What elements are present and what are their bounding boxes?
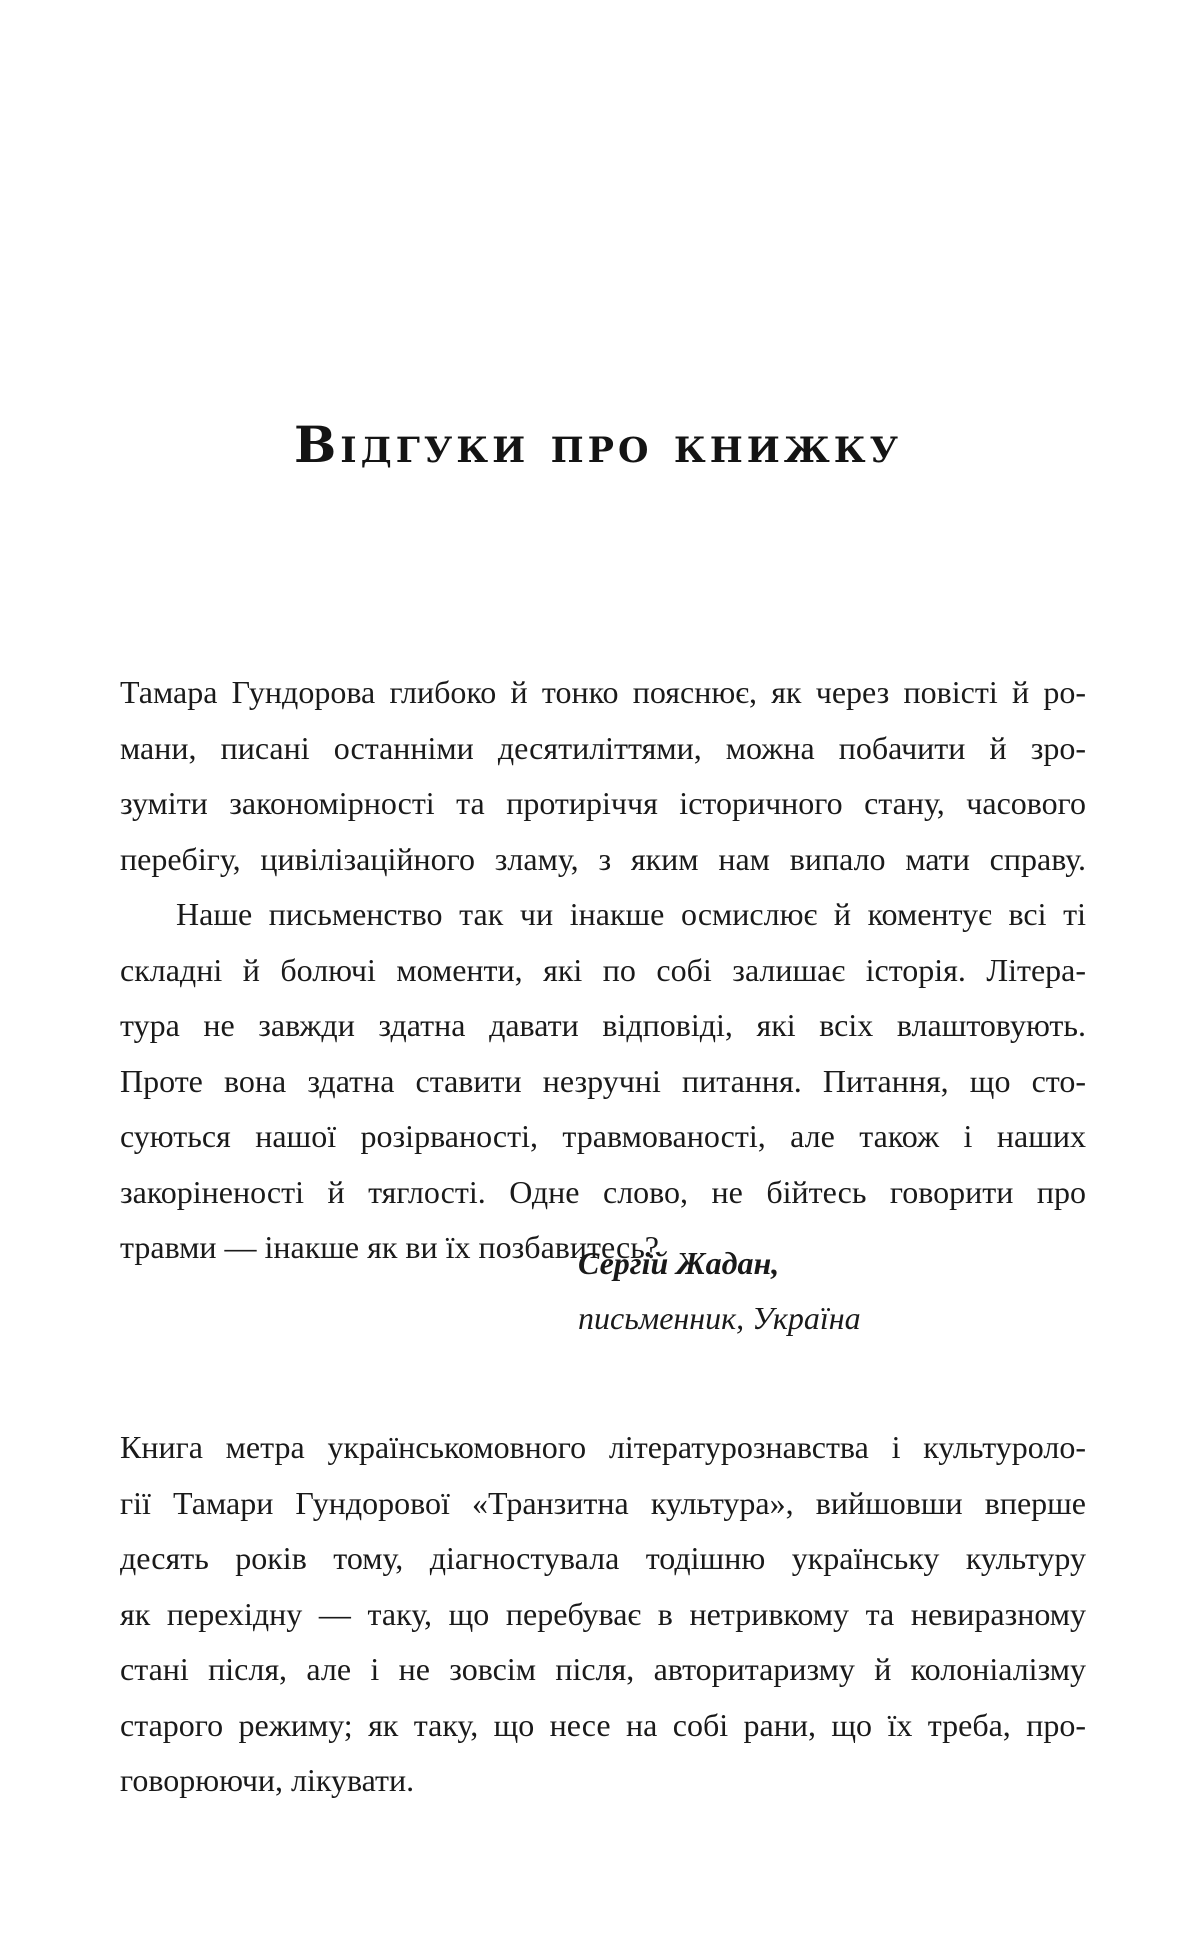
text-line: перебігу, цивілізаційного зламу, з яким нам випало мати справу. bbox=[120, 840, 1086, 877]
text-line: травми — інакше як ви їх позбавитесь? bbox=[120, 1229, 659, 1265]
text-line: Проте вона здатна ставити незручні питання. Питання, що сто- bbox=[120, 1062, 1086, 1099]
text-line: зуміти закономірності та протиріччя історичного стану, часового bbox=[120, 785, 1086, 821]
text-line: складні й болючі моменти, які по собі залишає історія. Літера- bbox=[120, 951, 1086, 988]
text-line: закоріненості й тяглості. Одне слово, не бійтесь говорити про bbox=[120, 1173, 1086, 1210]
review-author-role: письменник, Україна bbox=[578, 1300, 861, 1336]
text-line: суються нашої розірваності, травмованості, але також і наших bbox=[120, 1118, 1086, 1154]
review-quote-second bbox=[120, 1420, 1086, 1809]
page-title: Відгуки про книжку bbox=[293, 415, 903, 474]
text-line: говорюючи, лікувати. bbox=[120, 1762, 415, 1798]
text-line: Книга метра українськомовного літературознавства і культуроло- bbox=[120, 1429, 1086, 1465]
text-line: як перехідну — таку, що перебуває в нетривкому та невиразному bbox=[120, 1595, 1086, 1632]
review-author-name: Сергій Жадан, bbox=[578, 1245, 780, 1281]
text-line: Тамара Гундорова глибоко й тонко пояснює, як через повісті й ро- bbox=[120, 674, 1086, 710]
text-line: мани, писані останніми десятиліттями, можна побачити й зро- bbox=[120, 729, 1086, 766]
text-line: стані після, але і не зовсім після, авторитаризму й колоніалізму bbox=[120, 1651, 1086, 1687]
text-line: старого режиму; як таку, що несе на собі рани, що їх треба, про- bbox=[120, 1706, 1086, 1743]
text-line: Наше письменство так чи інакше осмислює й коментує всі ті bbox=[176, 896, 1086, 932]
review-quote-zhadan bbox=[120, 665, 1086, 1276]
text-line: тура не завжди здатна давати відповіді, які всіх влаштовують. bbox=[120, 1007, 1086, 1043]
text-line: десять років тому, діагностувала тодішню українську культуру bbox=[120, 1540, 1086, 1576]
text-line: гії Тамари Гундорової «Транзитна культура», вийшовши вперше bbox=[120, 1484, 1086, 1521]
